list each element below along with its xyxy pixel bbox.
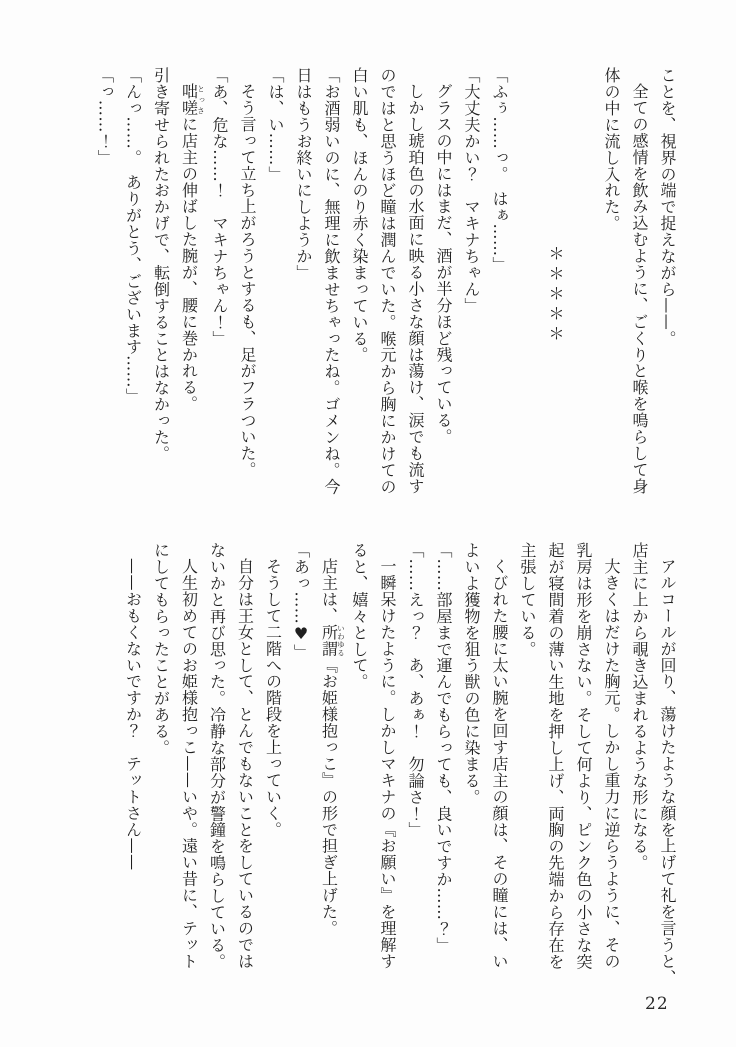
ruby-annotated-text: 所謂いわゆる [319, 623, 346, 657]
text-line: しかし琥珀色の水面に映る小さな顔は蕩け、涙でも流す [406, 83, 425, 495]
text-line: 「ふぅ……っ。 はぁ……」 [490, 67, 509, 273]
text-line: 「……えっ？ あ、あぁ！ 勿論さ！」 [406, 542, 425, 839]
text-line: グラスの中にはまだ、酒が半分ほど残っている。 [434, 83, 453, 445]
text-line: くびれた腰に太い腕を回す店主の顔は、その瞳には、い [490, 558, 509, 970]
text-line: ことを、視界の端で捉えながら——。 [658, 67, 677, 347]
bottom-text-block [119, 542, 682, 1010]
text-line: そう言って立ち上がろうとするも、足がフラついた。 [238, 83, 257, 478]
text-line: 「あっ……♥」 [291, 542, 311, 661]
text-line: 大きくはだけた胸元。しかし重力に逆らうように、その [602, 558, 621, 970]
text-line: のではと思うほど瞳は潤んでいた。喉元から胸にかけての [378, 67, 397, 495]
ruby-annotated-text: 咄嗟とっさ [179, 83, 206, 116]
text-line: 「は、い……」 [266, 67, 285, 183]
text-line: ると、嬉々として。 [350, 542, 369, 691]
text-line: 「っ……！」 [95, 67, 115, 166]
text-line: 店主に上から覗き込まれるような形になる。 [630, 542, 649, 871]
text-line: そうして二階への階段を上っていく。 [263, 558, 283, 838]
text-line: 咄嗟とっさに店主の伸ばした腕が、腰に巻かれる。 [179, 83, 206, 413]
text-line: 白い肌も、ほんのり赤く染まっている。 [350, 67, 369, 364]
text-line: 自分は王女として、とんでもないことをしているのでは [235, 558, 255, 970]
text-line: よいよ獲物を狙う獣の色に染まる。 [462, 542, 481, 806]
page-number: 22 [645, 994, 669, 1014]
text-line: ないかと再び思った。冷静な部分が警鐘を鳴らしている。 [207, 542, 227, 970]
text-line: アルコールが回り、蕩けたような顔を上げて礼を言うと、 [658, 558, 677, 986]
text-line: ——おもくないですか？ テットさん—— [123, 558, 143, 871]
text-line: 「大丈夫かい？ マキナちゃん」 [462, 67, 481, 314]
text-line: 全ての感情を飲み込むように、ごくりと喉を鳴らして身 [630, 83, 649, 495]
text-line: 「あ、危な……！ マキナちゃん！」 [210, 67, 229, 347]
text-line: 「……部屋まで運んでもらっても、良いですか……？」 [434, 542, 453, 954]
text-line: 日はもうお終いにしようか」 [294, 67, 313, 281]
top-text-block [91, 67, 682, 523]
text-line: 人生初めてのお姫様抱っこ——いや。遠い昔に、テット [179, 558, 199, 970]
text-line: 起が寝間着の薄い生地を押し上げ、両胸の先端から存在を [546, 542, 565, 970]
text-line: 「んっ……。 ありがとう、ございます……」 [123, 67, 143, 405]
text-line: 主張している。 [518, 542, 537, 658]
text-line: 乳房は形を崩さない。そして何より、ピンク色の小さな突 [574, 542, 593, 970]
text-line: 引き寄せられたおかげで、転倒することはなかった。 [151, 67, 171, 462]
section-separator: ＊＊＊＊＊ [546, 245, 565, 345]
text-line: 一瞬呆けたように。しかしマキナの『お願い』を理解す [378, 558, 397, 970]
text-line: 「お酒弱いのに、無理に飲ませちゃったね。ゴメンね。今 [322, 67, 341, 495]
text-line: にしてもらったことがある。 [151, 542, 171, 756]
text-line: 店主は、所謂いわゆる『お姫様抱っこ』の形で担ぎ上げた。 [319, 558, 346, 937]
text-line: 体の中に流し入れた。 [602, 67, 621, 232]
